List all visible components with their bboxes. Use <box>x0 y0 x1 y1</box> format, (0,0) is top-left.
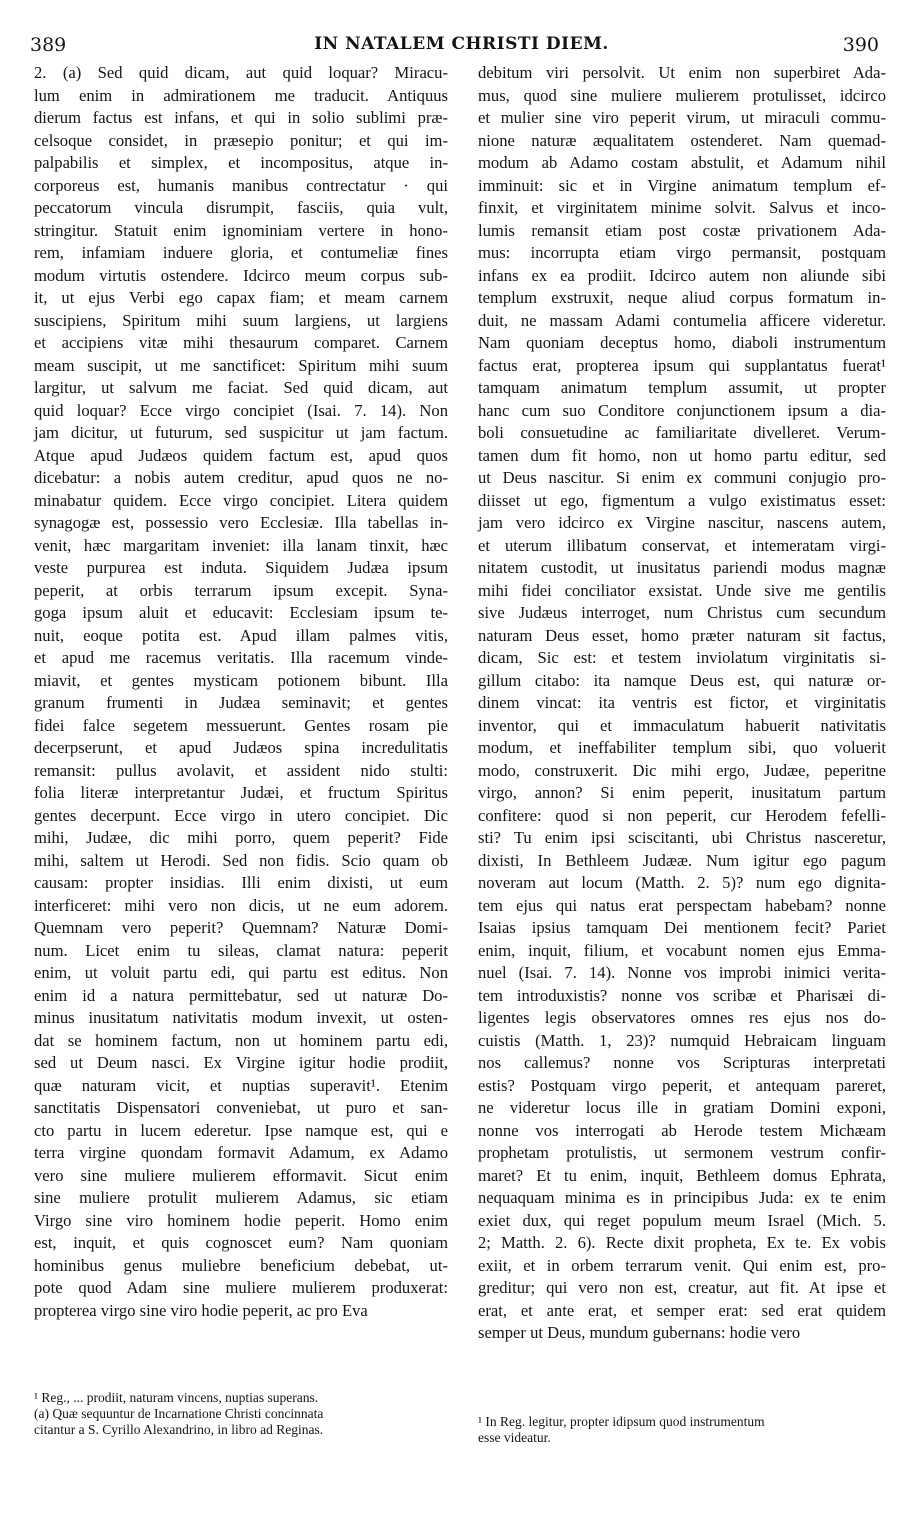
text-line: et uterum illibatum conservat, et intemeratam virgi- <box>478 535 886 555</box>
text-line: Nam quoniam deceptus homo, diaboli instrumentum <box>478 333 886 352</box>
text-line: enim, ut voluit partu edi, qui partu est editus. Non <box>34 963 448 982</box>
text-line: dicam, Sic est: et testem inviolatum virginitatis si- <box>478 648 886 667</box>
text-line: naturam Deus esset, homo præter naturam sit factus, <box>478 625 886 645</box>
text-line: gillum citabo: ita namque Deus est, qui naturæ or- <box>478 670 886 690</box>
right-footnotes <box>478 1414 886 1446</box>
text-line: modum virtutis ostendere. Idcirco meum corpus sub- <box>34 265 448 285</box>
running-title: IN NATALEM CHRISTI DIEM. <box>314 34 609 54</box>
text-line: pote quod Adam sine muliere mulierem produxerat: <box>34 1278 448 1297</box>
text-line: et accipiens vitæ mihi thesaurum comparet. Carnem <box>34 333 448 352</box>
text-line: dixisti, In Bethleem Judææ. Num igitur ego pagum <box>478 850 886 870</box>
text-line: nos callemus? nonne vos Scripturas interpretati <box>478 1053 886 1072</box>
text-line: duit, ne massam Adami contumelia afficere videretur. <box>478 310 886 330</box>
text-line: gentes decerpunt. Ecce virgo in utero concipiet. Dic <box>34 805 448 825</box>
text-line: diisset ut ego, figmentum a vulgo existimatus esset: <box>478 490 886 510</box>
text-line: Isaias ipsius tamquam Dei mentionem fecit? Pariet <box>478 918 886 937</box>
text-line: tem ejus qui natus erat perspectam habebam? nonne <box>478 895 886 915</box>
text-line: vero sine muliere mulierem efformavit. Sicut enim <box>34 1165 448 1185</box>
text-line: minus inusitatum nativitatis modum invexit, ut osten- <box>34 1008 448 1027</box>
text-line: synagogæ est, possessio vero Ecclesiæ. Illa tabellas in- <box>34 513 448 532</box>
text-line: sive Judæus interroget, num Christus cum secundum <box>478 603 886 622</box>
text-line: mihi, saltem ut Herodi. Sed non fidis. Scio quam ob <box>34 850 448 870</box>
text-line: enim, inquit, filium, et vocabunt nomen ejus Emma- <box>478 940 886 960</box>
text-line: meam suscipit, ut me sanctificet: Spiritum mihi suum <box>34 355 448 375</box>
page-number-right: 390 <box>842 34 879 56</box>
text-line: templum exstruxit, neque aliud corpus formatum in- <box>478 288 886 307</box>
text-line: greditur; qui vero non est, creatur, aut fit. At ipse et <box>478 1278 886 1297</box>
text-line: est, inquit, et quis cognoscet eum? Nam quoniam <box>34 1233 448 1252</box>
text-line: nonne vos interrogati ab Herode testem Michæam <box>478 1120 886 1140</box>
text-line: nione naturæ æqualitatem ostenderet. Nam quemad- <box>478 130 886 150</box>
text-line: dierum factus est infans, et qui in solio sublimi præ- <box>34 108 448 127</box>
text-line: folia literæ interpretantur Judæi, et fructum Spiritus <box>34 783 448 802</box>
text-line: quæ naturam vicit, et nuptias superavit¹. Etenim <box>34 1075 448 1095</box>
text-line: exiit, et in orbem terrarum venit. Qui enim est, pro- <box>478 1255 886 1275</box>
text-line: et apud me racemus veritatis. Illa racemum vinde- <box>34 648 448 667</box>
text-line: cuistis (Matth. 1, 23)? numquid Hebraicam linguam <box>478 1030 886 1050</box>
text-line: nequaquam minima es in principibus Juda: ex te enim <box>478 1188 886 1207</box>
text-line: Quemnam vero peperit? Quemnam? Naturæ Domi- <box>34 918 448 937</box>
text-line: stringitur. Statuit enim ignominiam vertere in hono- <box>34 220 448 240</box>
text-line: imminuit: sic et in Virgine animatum templum ef- <box>478 175 886 195</box>
text-line: ¹ Reg., ... prodiit, naturam vincens, nuptias superans. <box>34 1390 319 1405</box>
text-line: 2. (a) Sed quid dicam, aut quid loquar? Miracu- <box>34 63 448 82</box>
text-line: quid loquar? Ecce virgo concipiet (Isai. 7. 14). Non <box>34 400 448 420</box>
text-line: lumis remansit etiam post costæ privationem Ada- <box>478 220 886 240</box>
text-line: dat se hominem factum, non ut hominem partu edi, <box>34 1030 448 1050</box>
text-line: sine muliere protulit mulierem Adamus, sic etiam <box>34 1188 448 1207</box>
text-line: mihi fidei conciliator exsistat. Unde sive me gentilis <box>478 580 886 600</box>
text-line: noveram aut locum (Matth. 2. 5)? num ego dignita- <box>478 873 886 892</box>
text-line: esse videatur. <box>478 1430 551 1445</box>
text-line: exiet dux, qui reget populum meum Israel (Mich. 5. <box>478 1210 886 1230</box>
text-line: jam dicitur, ut futurum, sed suspicitur ut jam factum. <box>34 423 448 442</box>
text-line: modum ab Adamo costam abstulit, et Adamum nihil <box>478 153 886 172</box>
text-line: dinem vincat: ita ventris est fictor, et virginitatis <box>478 693 886 712</box>
text-line: propterea virgo sine viro hodie peperit, ac pro Eva <box>34 1300 368 1320</box>
text-line: cto partu in lucem ederetur. Ipse namque est, qui e <box>34 1120 448 1140</box>
text-line: jam vero idcirco ex Virgine nascitur, nascens autem, <box>478 513 886 532</box>
text-line: remansit: pullus avolavit, et assident nido stulti: <box>34 760 448 780</box>
text-line: minabatur quidem. Ecce virgo concipiet. Litera quidem <box>34 490 448 510</box>
text-line: num. Licet enim tu sileas, clamat natura: peperit <box>34 940 448 960</box>
text-line: sed ut Deum nasci. Ex Virgine igitur hodie prodiit, <box>34 1053 448 1072</box>
text-line: inventor, qui et immaculatum habuerit nativitatis <box>478 715 886 735</box>
left-footnotes <box>34 1390 448 1438</box>
text-line: granum frumenti in Judæa seminavit; et gentes <box>34 693 448 712</box>
text-line: celsoque considet, in præsepio ponitur; et qui im- <box>34 130 448 150</box>
text-line: goga ipsum aluit et educavit: Ecclesiam ipsum te- <box>34 603 448 622</box>
page-number-left: 389 <box>30 34 67 56</box>
text-line: fidei falce segetem messuerunt. Gentes rosam pie <box>34 715 448 735</box>
text-line: rem, infamiam induere gloria, et contumeliæ fines <box>34 243 448 262</box>
text-line: causam: propter insidias. Illi enim dixisti, ut eum <box>34 873 448 892</box>
text-line: 2; Matth. 2. 6). Recte dixit propheta, Ex te. Ex vobis <box>478 1233 886 1252</box>
text-line: suscipiens, Spiritum mihi suum largiens, ut largiens <box>34 310 448 330</box>
text-line: venit, hæc margaritam inveniet: illa lanam tinxit, hæc <box>34 535 448 555</box>
text-line: nitatem custodit, ut inusitatus pariendi modus magnæ <box>478 558 886 577</box>
text-line: palpabilis et simplex, et incompositus, atque in- <box>34 153 448 172</box>
text-line: maret? Et tu enim, inquit, Bethleem domus Ephrata, <box>478 1165 886 1185</box>
text-line: (a) Quæ sequuntur de Incarnatione Christi concinnata <box>34 1406 324 1421</box>
text-line: infans ex ea prodiit. Idcirco autem non aliunde sibi <box>478 265 886 285</box>
text-line: tem introduxistis? nonne vos scribæ et Pharisæi di- <box>478 985 886 1005</box>
text-line: modo, construxerit. Dic mihi ergo, Judæe, peperitne <box>478 760 886 780</box>
text-line: semper ut Deus, mundum gubernans: hodie vero <box>478 1323 801 1342</box>
text-line: sanctitatis Dispensatori conveniebat, ut puro et san- <box>34 1098 448 1117</box>
text-line: corporeus est, humanis manibus contrectatur · qui <box>34 175 448 195</box>
text-line: ne videretur locus ille in gratiam Domini exponi, <box>478 1098 886 1117</box>
text-line: Atque apud Judæos quidem factum est, apud quos <box>34 445 448 465</box>
text-line: factus erat, propterea ipsum qui supplantatus fuerat¹ <box>478 355 886 375</box>
text-line: debitum viri persolvit. Ut enim non superbiret Ada- <box>478 63 886 82</box>
text-line: ¹ In Reg. legitur, propter idipsum quod instrumentum <box>478 1414 765 1429</box>
text-line: peperit, at orbis terrarum ipsum excepit. Syna- <box>34 580 448 600</box>
text-line: dicebatur: a nobis autem creditur, apud quos ne no- <box>34 468 448 487</box>
text-line: ligentes legis observatores omnes res ejus nos do- <box>478 1008 886 1027</box>
text-line: mihi, Judæe, dic mihi porro, quem peperit? Fide <box>34 828 448 847</box>
text-line: veste purpurea est induta. Siquidem Judæa ipsum <box>34 558 448 577</box>
text-line: confitere: quod si non peperit, cur Herodem fefelli- <box>478 805 886 825</box>
text-line: interficeret: mihi vero non dicis, ut ne eum adorem. <box>34 895 448 915</box>
right-text-column <box>478 62 886 1345</box>
text-line: hominibus genus muliebre beneficium debebat, ut- <box>34 1255 448 1275</box>
text-line: erat, et ante erat, et semper erat: sed erat quidem <box>478 1300 886 1320</box>
text-line: peccatorum vincula disrumpit, fasciis, quia vult, <box>34 198 448 217</box>
text-line: finxit, et virginitatem minime solvit. Salvus et inco- <box>478 198 886 217</box>
text-line: ut Deus nascitur. Si enim ex communi conjugio pro- <box>478 468 886 487</box>
left-text-column <box>34 62 448 1322</box>
text-line: virgo, annon? Si enim peperit, inusitatum partum <box>478 783 886 802</box>
text-line: terra virgine quondam formavit Adamum, ex Adamo <box>34 1143 448 1162</box>
text-line: lum enim in admirationem me traducit. Antiquus <box>34 85 448 105</box>
text-line: prophetam protulistis, ut sermonem vestrum confir- <box>478 1143 886 1162</box>
text-line: hanc cum suo Conditore conjunctionem ipsum a dia- <box>478 400 886 420</box>
text-line: nuel (Isai. 7. 14). Nonne vos improbi inimici verita- <box>478 963 886 982</box>
text-line: sti? Tu enim ipsi sciscitanti, ubi Christus nasceretur, <box>478 828 886 847</box>
text-line: it, ut ejus Verbi ego capax fiam; et meam carnem <box>34 288 448 307</box>
text-line: largitur, ut salvum me faciat. Sed quid dicam, aut <box>34 378 448 397</box>
text-line: enim id a natura permittebatur, sed ut naturæ Do- <box>34 985 448 1005</box>
text-line: Virgo sine viro hominem hodie peperit. Homo enim <box>34 1210 448 1230</box>
text-line: miavit, et gentes mysticam potionem bibunt. Illa <box>34 670 448 690</box>
text-line: estis? Postquam virgo peperit, et antequam pareret, <box>478 1075 886 1095</box>
text-line: mus, quod sine muliere mulierem protulisset, idcirco <box>478 85 886 105</box>
text-line: nuit, eoque potita est. Apud illam palmes vitis, <box>34 625 448 645</box>
text-line: et mulier sine viro peperit virum, ut miraculi commu- <box>478 108 886 127</box>
text-line: mus: incorrupta etiam virgo permansit, postquam <box>478 243 886 262</box>
text-line: modum, et ineffabiliter templum sibi, quo voluerit <box>478 738 886 757</box>
text-line: citantur a S. Cyrillo Alexandrino, in libro ad Reginas. <box>34 1422 324 1437</box>
text-line: decerpserunt, et apud Judæos spina incredulitatis <box>34 738 448 757</box>
text-line: tamquam animatum templum assumit, ut propter <box>478 378 886 397</box>
text-line: tamen dum fit homo, non ut homo partu editur, sed <box>478 445 886 465</box>
text-line: boli consuetudine ac familiaritate divelleret. Verum- <box>478 423 886 442</box>
